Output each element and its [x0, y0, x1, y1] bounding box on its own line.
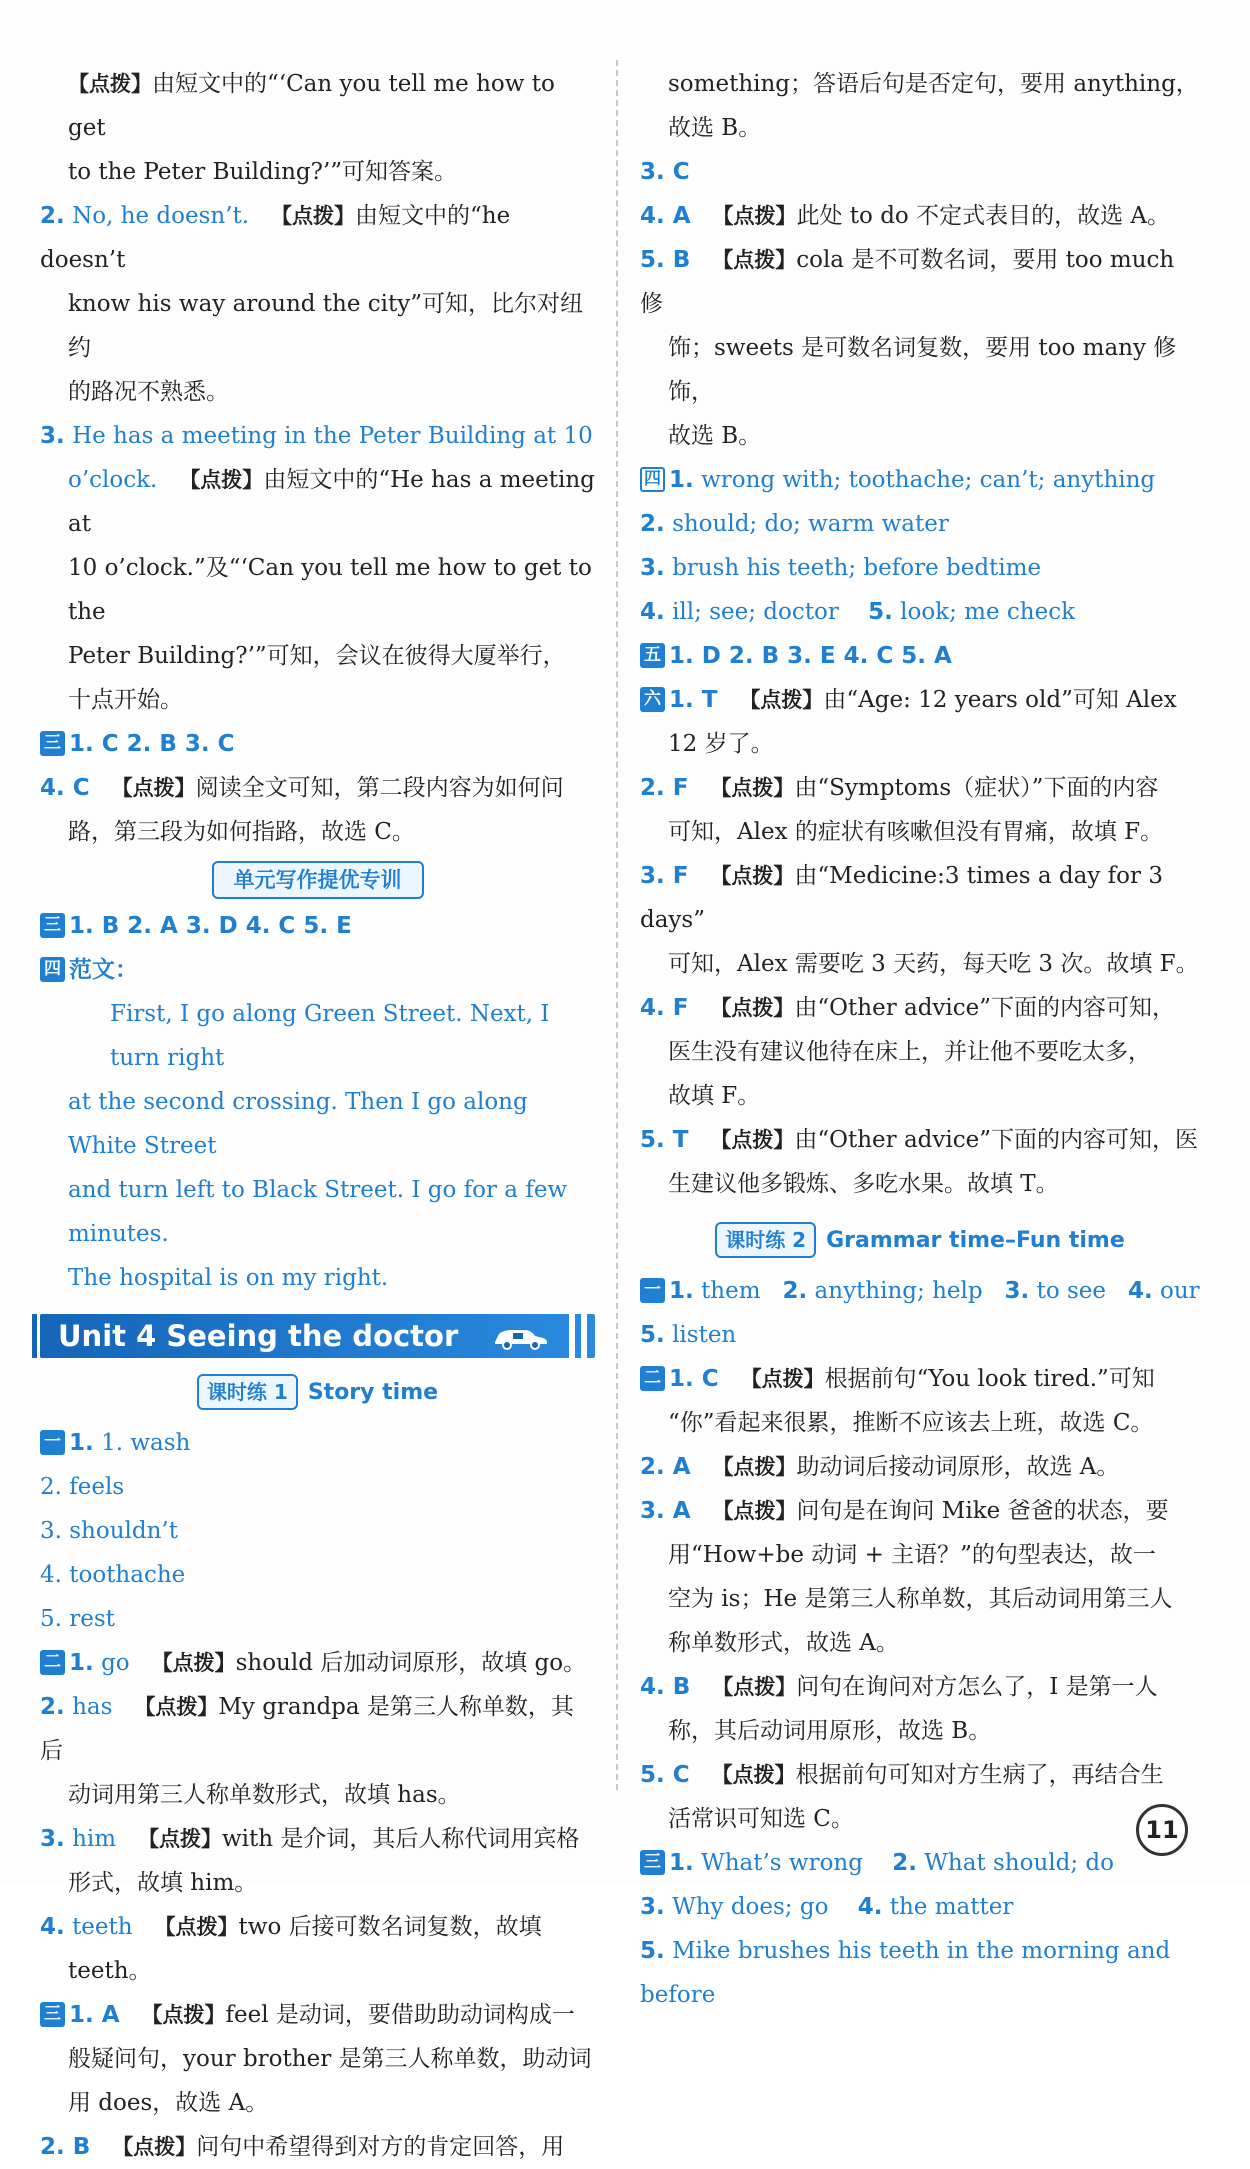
lesson-heading: 课时练 2 Grammar time–Fun time — [640, 1218, 1200, 1263]
answer-item: 3. C — [640, 159, 690, 185]
answer-item: 3. A 【点拨】问句是在询问 Mike 爸爸的状态，要 — [640, 1498, 1169, 1524]
answer-item: 2. B 【点拨】问句中希望得到对方的肯定回答，用 — [40, 2134, 565, 2160]
answer-item: 5. listen — [640, 1322, 737, 1348]
answer-line: 故选 B。 — [668, 115, 762, 141]
lesson-heading: 课时练 1 Story time — [40, 1370, 595, 1415]
section-marker: 二 — [640, 1366, 665, 1391]
unit-title: Unit 4 Seeing the doctor — [58, 1319, 459, 1353]
answer-line: 可知，Alex 的症状有咳嗽但没有胃痛，故填 F。 — [668, 819, 1164, 845]
section-answers: 四 范文： — [40, 948, 595, 992]
answer-line: to the Peter Building?’”可知答案。 — [68, 159, 458, 185]
writing-heading: 单元写作提优专训 — [40, 858, 595, 902]
answer-line: 用 does，故选 A。 — [68, 2090, 269, 2116]
answer-line: o’clock. 【点拨】由短文中的“He has a meeting at — [68, 467, 595, 537]
answer-line: “你”看起来很累，推断不应该去上班，故选 C。 — [668, 1410, 1154, 1436]
answer-item: 5. rest — [40, 1606, 115, 1632]
section-answers: 一 1. 1. wash — [40, 1421, 595, 1465]
section-answers: 五 1. D 2. B 3. E 4. C 5. A — [640, 634, 1200, 678]
answer-item: 3. Why does; go 4. the matter — [640, 1894, 1014, 1920]
column-divider — [616, 60, 618, 1790]
answer-item: 5. Mike brushes his teeth in the morning and before — [640, 1938, 1171, 2008]
model-essay: The hospital is on my right. — [68, 1265, 389, 1291]
answer-line: 形式，故填 him。 — [68, 1870, 258, 1896]
section-marker: 四 — [640, 467, 665, 492]
section-answers: 三 1. C 2. B 3. C — [40, 722, 595, 766]
page-number: 11 — [1136, 1804, 1188, 1856]
answer-item: 4. A 【点拨】此处 to do 不定式表目的，故选 A。 — [640, 203, 1171, 229]
unit-banner — [40, 1314, 595, 1358]
answer-item: 2. F 【点拨】由“Symptoms（症状）”下面的内容 — [640, 775, 1159, 801]
answer-item: 4. teeth 【点拨】two 后接可数名词复数，故填 — [40, 1914, 542, 1940]
answer-item: 5. T 【点拨】由“Other advice”下面的内容可知，医 — [640, 1127, 1198, 1153]
section-marker: 三 — [40, 913, 65, 938]
answer-item: 4. B 【点拨】问句在询问对方怎么了，I 是第一人 — [640, 1674, 1158, 1700]
answer-line: 般疑问句，your brother 是第三人称单数，助动词 — [68, 2046, 592, 2072]
answer-line: 空为 is；He 是第三人称单数，其后动词用第三人 — [668, 1586, 1173, 1612]
answer-item: 2. feels — [40, 1474, 125, 1500]
answer-line: 可知，Alex 需要吃 3 天药，每天吃 3 次。故填 F。 — [668, 951, 1199, 977]
section-marker: 三 — [640, 1850, 665, 1875]
right-column — [640, 62, 1200, 2017]
answer-line: 【点拨】由短文中的“‘Can you tell me how to get — [68, 71, 555, 141]
answer-item: 2. should; do; warm water — [640, 511, 949, 537]
answer-item: 四 1. wrong with; toothache; can’t; anything — [640, 458, 1200, 502]
section-marker: 一 — [640, 1278, 665, 1303]
answer-line: 饰；sweets 是可数名词复数，要用 too many 修饰， — [668, 335, 1177, 405]
answer-line: 12 岁了。 — [668, 731, 774, 757]
model-essay: First, I go along Green Street. Next, I turn right — [110, 1001, 550, 1071]
answer-line: know his way around the city”可知，比尔对纽约 — [68, 291, 584, 361]
answer-line: 的路况不熟悉。 — [68, 379, 229, 405]
car-icon — [491, 1324, 551, 1350]
answer-item: 六 1. T 【点拨】由“Age: 12 years old”可知 Alex — [640, 678, 1200, 722]
answer-item: 3. shouldn’t — [40, 1518, 178, 1544]
answer-item: 4. toothache — [40, 1562, 186, 1588]
answer-item: 2. A 【点拨】助动词后接动词原形，故选 A。 — [640, 1454, 1120, 1480]
answer-line: 称，其后动词用原形，故选 B。 — [668, 1718, 992, 1744]
answer-line: 十点开始。 — [68, 687, 183, 713]
answer-item: 二 1. C 【点拨】根据前句“You look tired.”可知 — [640, 1357, 1200, 1401]
answer-item: 3. brush his teeth; before bedtime — [640, 555, 1042, 581]
model-essay: at the second crossing. Then I go along White Street — [68, 1089, 528, 1159]
section-marker: 四 — [40, 957, 65, 982]
answer-line: 动词用第三人称单数形式，故填 has。 — [68, 1782, 461, 1808]
answer-item: 三 1. A 【点拨】feel 是动词，要借助助动词构成一 — [40, 1993, 595, 2037]
answer-item: 3. F 【点拨】由“Medicine:3 times a day for 3 days” — [640, 863, 1163, 933]
answer-item: 4. F 【点拨】由“Other advice”下面的内容可知， — [640, 995, 1176, 1021]
answer-item: 4. ill; see; doctor 5. look; me check — [640, 599, 1076, 625]
section-marker: 一 — [40, 1430, 65, 1455]
answer-item: 2. has 【点拨】My grandpa 是第三人称单数，其后 — [40, 1694, 574, 1764]
answer-line: 路，第三段为如何指路，故选 C。 — [68, 819, 415, 845]
answer-item: 3. He has a meeting in the Peter Building at 10 — [40, 423, 593, 449]
answer-line: 生建议他多锻炼、多吃水果。故填 T。 — [668, 1171, 1059, 1197]
section-marker: 五 — [640, 643, 665, 668]
answer-item: 4. C 【点拨】阅读全文可知，第二段内容为如何问 — [40, 775, 564, 801]
section-marker: 二 — [40, 1650, 65, 1675]
answer-item: 2. No, he doesn’t. 【点拨】由短文中的“he doesn’t — [40, 203, 511, 273]
answer-line: 称单数形式，故选 A。 — [668, 1630, 899, 1656]
answer-line: 故选 B。 — [668, 423, 762, 449]
answer-item: 5. C 【点拨】根据前句可知对方生病了，再结合生 — [640, 1762, 1164, 1788]
section-marker: 三 — [40, 731, 65, 756]
answer-line: Peter Building?’”可知，会议在彼得大厦举行， — [68, 643, 566, 669]
answer-line: 10 o’clock.”及“‘Can you tell me how to get to the — [68, 555, 592, 625]
answer-line: teeth。 — [68, 1958, 152, 1984]
answer-item: 一 1. them 2. anything; help 3. to see 4. our — [640, 1269, 1200, 1313]
answer-item: 3. him 【点拨】with 是介词，其后人称代词用宾格 — [40, 1826, 580, 1852]
answer-line: 活常识可知选 C。 — [668, 1806, 854, 1832]
answer-item: 二 1. go 【点拨】should 后加动词原形，故填 go。 — [40, 1641, 595, 1685]
section-marker: 三 — [40, 2002, 65, 2027]
model-essay: and turn left to Black Street. I go for a few minutes. — [68, 1177, 568, 1247]
answer-line: 用“How+be 动词 + 主语？”的句型表达，故一 — [668, 1542, 1156, 1568]
answer-line: something；答语后句是否定句，要用 anything， — [668, 71, 1199, 97]
answer-item: 5. B 【点拨】cola 是不可数名词，要用 too much 修 — [640, 247, 1175, 317]
answer-line: 医生没有建议他待在床上，并让他不要吃太多， — [668, 1039, 1151, 1065]
section-marker: 六 — [640, 687, 665, 712]
left-column — [40, 62, 595, 2169]
answer-item: 三 1. What’s wrong 2. What should; do — [640, 1841, 1200, 1885]
section-answers: 三 1. B 2. A 3. D 4. C 5. E — [40, 904, 595, 948]
answer-line: 故填 F。 — [668, 1083, 761, 1109]
